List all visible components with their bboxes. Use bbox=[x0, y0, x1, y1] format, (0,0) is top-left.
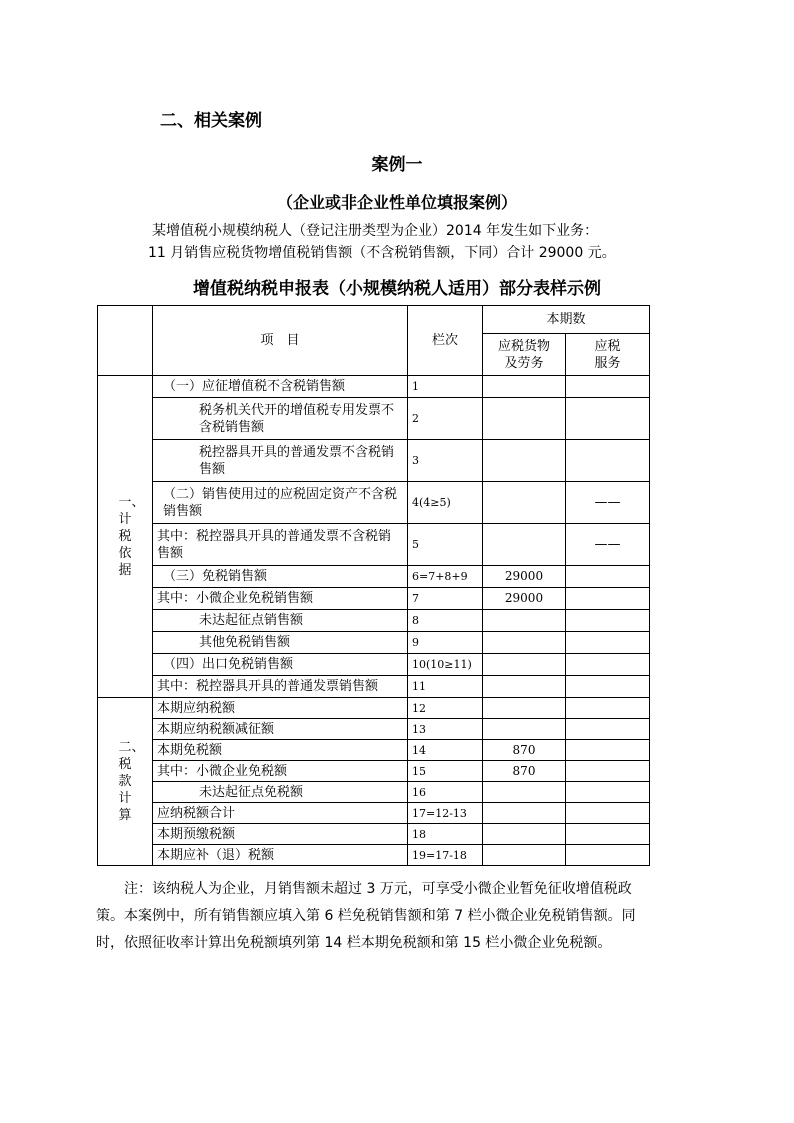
case-title: 案例一 bbox=[371, 155, 423, 175]
row-column-no: 15 bbox=[408, 761, 483, 782]
table-row bbox=[98, 782, 650, 803]
row-column-no: 12 bbox=[408, 698, 483, 719]
group-label: 一、计税依据 bbox=[118, 495, 145, 578]
row-service-value bbox=[566, 632, 650, 654]
header-goods-labor: 应税货物 及劳务 bbox=[483, 334, 566, 376]
row-label: 其中：税控器具开具的普通发票销售额 bbox=[153, 676, 408, 698]
row-label: 其中：小微企业免税额 bbox=[153, 761, 408, 782]
corner-cell bbox=[98, 306, 153, 376]
row-service-value: —— bbox=[566, 482, 650, 524]
row-goods-value: 870 bbox=[483, 761, 566, 782]
row-label: （一）应征增值税不含税销售额 bbox=[153, 376, 408, 398]
row-label: （二）销售使用过的应税固定资产不含税销售额 bbox=[153, 482, 408, 524]
row-label: 未达起征点免税额 bbox=[153, 782, 408, 803]
row-goods-value bbox=[483, 632, 566, 654]
header-current-period: 本期数 bbox=[483, 306, 650, 334]
row-goods-value bbox=[483, 845, 566, 866]
table-row bbox=[98, 654, 650, 676]
row-label: 其他免税销售额 bbox=[153, 632, 408, 654]
row-service-value bbox=[566, 845, 650, 866]
row-label: 本期应纳税额 bbox=[153, 698, 408, 719]
row-column-no: 19=17-18 bbox=[408, 845, 483, 866]
table-row bbox=[98, 376, 650, 398]
row-column-no: 5 bbox=[408, 524, 483, 566]
row-goods-value bbox=[483, 398, 566, 440]
intro-line-1: 某增值税小规模纳税人（登记注册类型为企业）2014 年发生如下业务： bbox=[152, 223, 599, 239]
row-column-no: 9 bbox=[408, 632, 483, 654]
table-row bbox=[98, 610, 650, 632]
row-label: （三）免税销售额 bbox=[153, 566, 408, 588]
row-goods-value bbox=[483, 376, 566, 398]
table-row bbox=[98, 824, 650, 845]
row-label: 未达起征点销售额 bbox=[153, 610, 408, 632]
row-service-value bbox=[566, 440, 650, 482]
header-column-no: 栏次 bbox=[408, 306, 483, 376]
table-row bbox=[98, 698, 650, 719]
table-title: 增值税纳税申报表（小规模纳税人适用）部分表样示例 bbox=[193, 279, 601, 299]
row-goods-value bbox=[483, 803, 566, 824]
row-column-no: 16 bbox=[408, 782, 483, 803]
table-row bbox=[98, 719, 650, 740]
table-row bbox=[98, 566, 650, 588]
row-label: 其中：税控器具开具的普通发票不含税销售额 bbox=[153, 524, 408, 566]
row-label: 本期预缴税额 bbox=[153, 824, 408, 845]
row-service-value bbox=[566, 803, 650, 824]
row-label: （四）出口免税销售额 bbox=[153, 654, 408, 676]
row-goods-value bbox=[483, 440, 566, 482]
row-service-value bbox=[566, 740, 650, 761]
note-text: 注：该纳税人为企业，月销售额未超过 3 万元，可享受小微企业暂免征收增值税政策。本案例中，所有销售额应填入第 6 栏免税销售额和第 7 栏小微企业免税销售额。同时，依照征收率计算出免税额填列第 14 栏本期免税额和第 15 栏小微企业免税额。 bbox=[96, 881, 636, 951]
case-intro bbox=[148, 220, 648, 264]
table-row bbox=[98, 524, 650, 566]
row-service-value bbox=[566, 782, 650, 803]
row-service-value bbox=[566, 588, 650, 610]
row-column-no: 2 bbox=[408, 398, 483, 440]
group-tax-calculation bbox=[98, 698, 153, 866]
row-goods-value bbox=[483, 676, 566, 698]
row-service-value bbox=[566, 698, 650, 719]
row-service-value bbox=[566, 376, 650, 398]
row-service-value bbox=[566, 610, 650, 632]
table-row bbox=[98, 761, 650, 782]
row-label: 税控器具开具的普通发票不含税销售额 bbox=[153, 440, 408, 482]
row-service-value bbox=[566, 676, 650, 698]
row-service-value: —— bbox=[566, 524, 650, 566]
row-goods-value bbox=[483, 610, 566, 632]
row-service-value bbox=[566, 719, 650, 740]
section-heading: 二、相关案例 bbox=[160, 111, 262, 131]
row-column-no: 3 bbox=[408, 440, 483, 482]
row-column-no: 1 bbox=[408, 376, 483, 398]
row-service-value bbox=[566, 654, 650, 676]
row-column-no: 6=7+8+9 bbox=[408, 566, 483, 588]
row-label: 本期应纳税额减征额 bbox=[153, 719, 408, 740]
row-goods-value bbox=[483, 524, 566, 566]
row-column-no: 14 bbox=[408, 740, 483, 761]
row-column-no: 11 bbox=[408, 676, 483, 698]
header-item: 项 目 bbox=[153, 306, 408, 376]
row-service-value bbox=[566, 398, 650, 440]
row-column-no: 4(4≥5) bbox=[408, 482, 483, 524]
table-row bbox=[98, 632, 650, 654]
tax-return-table bbox=[97, 305, 650, 866]
table-row bbox=[98, 803, 650, 824]
row-column-no: 10(10≥11) bbox=[408, 654, 483, 676]
row-service-value bbox=[566, 761, 650, 782]
row-goods-value bbox=[483, 782, 566, 803]
table-row bbox=[98, 676, 650, 698]
row-column-no: 18 bbox=[408, 824, 483, 845]
row-goods-value: 29000 bbox=[483, 588, 566, 610]
row-label: 本期免税额 bbox=[153, 740, 408, 761]
row-goods-value: 870 bbox=[483, 740, 566, 761]
table-row bbox=[98, 482, 650, 524]
table-row bbox=[98, 740, 650, 761]
row-goods-value bbox=[483, 654, 566, 676]
row-goods-value bbox=[483, 824, 566, 845]
row-service-value bbox=[566, 824, 650, 845]
row-goods-value bbox=[483, 698, 566, 719]
table-row bbox=[98, 845, 650, 866]
row-label: 应纳税额合计 bbox=[153, 803, 408, 824]
row-column-no: 17=12-13 bbox=[408, 803, 483, 824]
row-label: 税务机关代开的增值税专用发票不含税销售额 bbox=[153, 398, 408, 440]
row-goods-value: 29000 bbox=[483, 566, 566, 588]
table-body bbox=[98, 376, 650, 866]
table-row bbox=[98, 588, 650, 610]
row-goods-value bbox=[483, 719, 566, 740]
row-column-no: 8 bbox=[408, 610, 483, 632]
table-row bbox=[98, 398, 650, 440]
row-goods-value bbox=[483, 482, 566, 524]
table-row bbox=[98, 440, 650, 482]
header-services: 应税 服务 bbox=[566, 334, 650, 376]
row-column-no: 13 bbox=[408, 719, 483, 740]
row-label: 其中：小微企业免税销售额 bbox=[153, 588, 408, 610]
note bbox=[96, 876, 651, 957]
row-column-no: 7 bbox=[408, 588, 483, 610]
row-label: 本期应补（退）税额 bbox=[153, 845, 408, 866]
case-subtitle: （企业或非企业性单位填报案例） bbox=[276, 193, 517, 212]
group-tax-basis bbox=[98, 376, 153, 698]
row-service-value bbox=[566, 566, 650, 588]
group-label: 二、税款计算 bbox=[118, 740, 145, 823]
intro-line-2: 11 月销售应税货物增值税销售额（不含税销售额，下同）合计 29000 元。 bbox=[148, 245, 616, 261]
